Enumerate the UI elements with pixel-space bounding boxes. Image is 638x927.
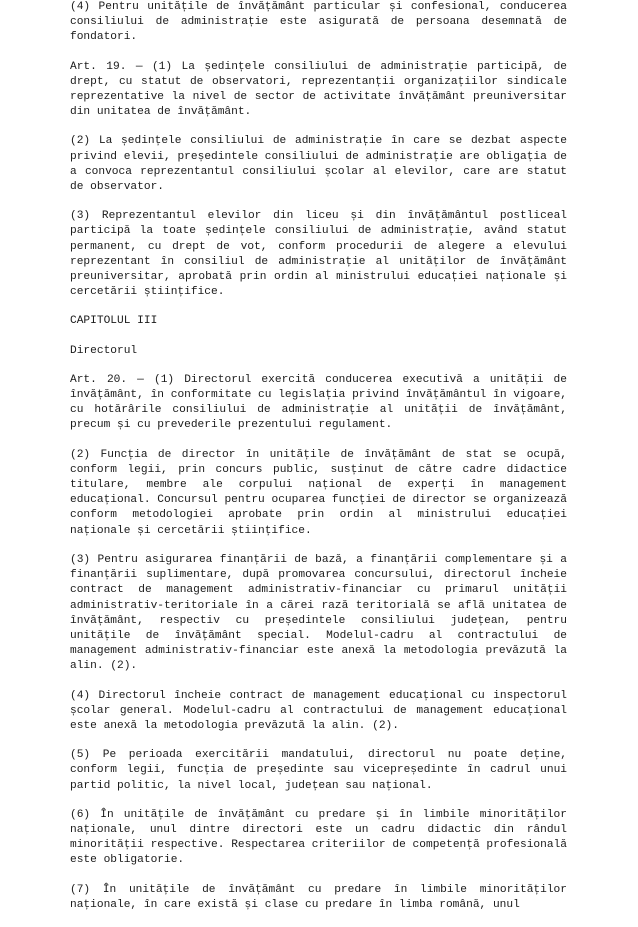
section-title: Directorul — [70, 344, 138, 357]
paragraph-art20-alin4: (4) Directorul încheie contract de management educațional cu inspectorul școlar general. Modelul-cadru al contractului de management educațional este anexă la metodologia prevăzută la alin. (2). — [70, 689, 567, 732]
paragraph-art20-alin2: (2) Funcția de director în unitățile de învățământ de stat se ocupă, conform legii, prin concurs public, susținut de către cadre didactice titulare, membre ale corpului național de experți în management educațional. Concursul pentru ocuparea funcției de director se organizează conform metodologiei aprobate prin ordin al ministrului educației naționale și cercetării științifice. — [70, 448, 567, 537]
paragraph-art20-alin1: Art. 20. — (1) Directorul exercită conducerea executivă a unității de învățământ, în conformitate cu legislația privind învățământul în vigoare, cu hotărârile consiliului de administrație al unității de învățământ, precum și cu prevederile prezentului regulament. — [70, 373, 567, 432]
paragraph-art20-alin7: (7) În unitățile de învățământ cu predare în limbile minorităților naționale, în care există și clase cu predare în limba română, unul — [70, 883, 567, 911]
paragraph-art19-alin3: (3) Reprezentantul elevilor din liceu și din învățământul postliceal participă la toate ședințele consiliului de administrație, având statut permanent, cu drept de vot, conform procedurii de alegere a elevului reprezentant în consiliul de administrație al unităților de învățământ preuniversitar, aprobată prin ordin al ministrului educației naționale și cercetării științifice. — [70, 210, 567, 299]
paragraph-art20-alin3: (3) Pentru asigurarea finanțării de bază, a finanțării complementare și a finanțării suplimentare, după promovarea concursului, directorul încheie contract de management administrativ-financiar cu primarul unității administrativ-teritoriale în a cărei rază teritorială se află unitatea de învățământ, respectiv cu președintele consiliului județean, pentru unitățile de învățământ special. Modelul-cadru al contractului de management administrativ-financiar este anexă la metodologia prevăzută la alin. (2). — [70, 553, 567, 673]
paragraph-art18-alin4: (4) Pentru unitățile de învățământ particular și confesional, conducerea consiliului de administrație este asigurată de persoana desemnată de fondatori. — [70, 1, 567, 44]
paragraph-art20-alin6: (6) În unitățile de învățământ cu predare și în limbile minorităților naționale, unul dintre directori este un cadru didactic din rândul minorității respective. Respectarea criteriilor de competență profesională este obligatorie. — [70, 808, 567, 867]
paragraph-art19-alin1: Art. 19. — (1) La ședințele consiliului de administrație participă, de drept, cu statut de observatori, reprezentanții organizațiilor sindicale reprezentative la nivel de sector de activitate învățământ preuniversitar din unitatea de învățământ. — [70, 60, 567, 119]
chapter-heading: CAPITOLUL III — [70, 315, 158, 328]
paragraph-art19-alin2: (2) La ședințele consiliului de administrație în care se dezbat aspecte privind elevii, președintele consiliului de administrație are obligația de a convoca reprezentantul consiliului școlar al elevilor, care are statut de observator. — [70, 135, 567, 194]
paragraph-art20-alin5: (5) Pe perioada exercitării mandatului, directorul nu poate deține, conform legii, funcția de președinte sau vicepreședinte în cadrul unui partid politic, la nivel local, județean sau național. — [70, 749, 567, 792]
document-page — [70, 0, 567, 927]
